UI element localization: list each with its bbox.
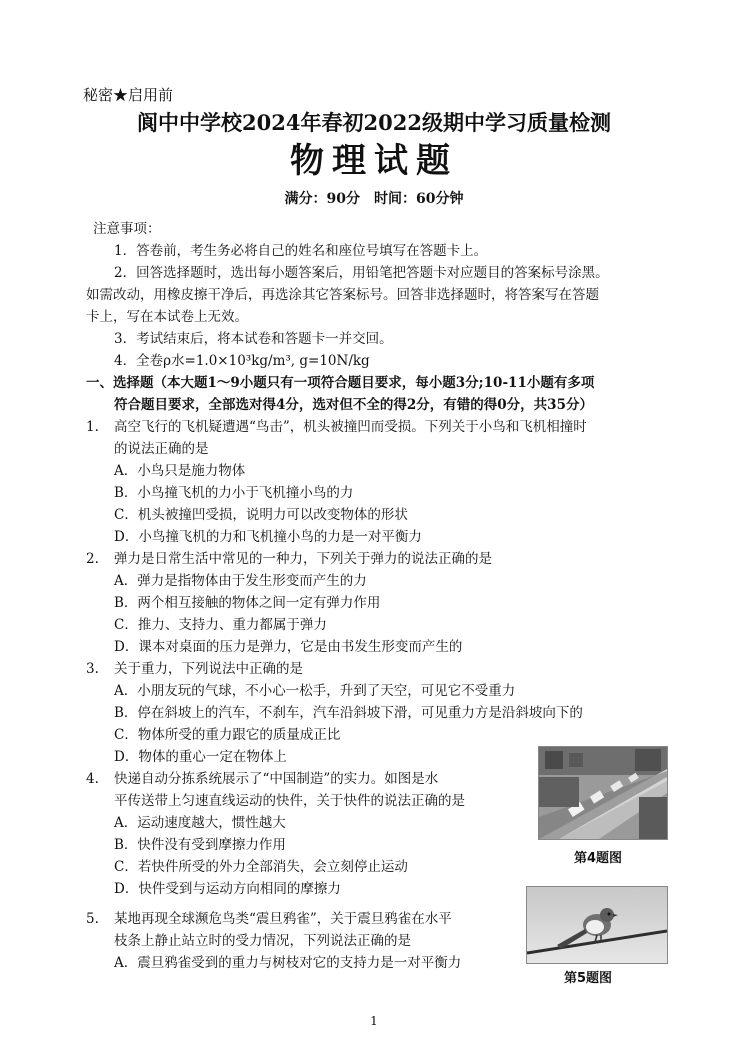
option-a: A．小朋友玩的气球，不小心一松手，升到了天空，可见它不受重力 <box>114 683 516 699</box>
figure-4-caption: 第4题图 <box>574 851 623 866</box>
section-heading-line: 一、选择题（本大题1～9小题只有一项符合题目要求，每小题3分;10-11小题有多项 <box>86 375 595 391</box>
notes-item: 2．回答选择题时，选出每小题答案后，用铅笔把答题卡对应题目的答案标号涂黑。 <box>114 265 609 281</box>
section-heading-line: 符合题目要求，全部选对得4分，选对但不全的得2分，有错的得0分，共35分） <box>114 397 593 413</box>
option-b: B．快件没有受到摩擦力作用 <box>114 837 286 853</box>
option-a: A．运动速度越大，惯性越大 <box>114 815 286 831</box>
option-c: C．推力、支持力、重力都属于弹力 <box>114 617 327 633</box>
notes-item: 卡上，写在本试卷上无效。 <box>86 309 248 325</box>
exam-title: 阆中中学校2024年春初2022级期中学习质量检测 <box>137 110 611 135</box>
option-b: B．小鸟撞飞机的力小于飞机撞小鸟的力 <box>114 485 354 501</box>
question-number: 4. <box>86 771 99 787</box>
question-number: 1. <box>86 419 99 435</box>
option-c: C．若快件所受的外力全部消失，会立刻停止运动 <box>114 859 408 875</box>
figure-5-caption: 第5题图 <box>564 971 613 986</box>
option-d: D．课本对桌面的压力是弹力，它是由书发生形变而产生的 <box>114 639 463 655</box>
option-d: D．快件受到与运动方向相同的摩擦力 <box>114 881 341 897</box>
subject-title: 物理试题 <box>290 141 458 181</box>
question-stem: 高空飞行的飞机疑遭遇“鸟击”，机头被撞凹而受损。下列关于小鸟和飞机相撞时 <box>114 419 587 435</box>
option-c: C．物体所受的重力跟它的质量成正比 <box>114 727 341 743</box>
question-stem: 弹力是日常生活中常见的一种力，下列关于弹力的说法正确的是 <box>114 551 492 567</box>
notes-item: 4．全卷ρ水=1.0×10³kg/m³, g=10N/kg <box>114 353 370 369</box>
conveyor-belt-photo <box>538 746 668 840</box>
secret-label: 秘密★启用前 <box>83 86 174 104</box>
option-a: A．小鸟只是施力物体 <box>114 463 246 479</box>
page-number: 1 <box>370 1014 378 1028</box>
question-number: 2. <box>86 551 99 567</box>
option-d: D．小鸟撞飞机的力和飞机撞小鸟的力是一对平衡力 <box>114 529 422 545</box>
notes-item: 3．考试结束后，将本试卷和答题卡一并交回。 <box>114 331 393 347</box>
exam-info: 满分：90分 时间：60分钟 <box>284 191 464 207</box>
notes-item: 1．答卷前，考生务必将自己的姓名和座位号填写在答题卡上。 <box>114 243 488 259</box>
question-number: 3. <box>86 661 99 677</box>
question-stem: 某地再现全球濒危鸟类“震旦鸦雀”，关于震旦鸦雀在水平 <box>114 911 452 927</box>
option-b: B．两个相互接触的物体之间一定有弹力作用 <box>114 595 381 611</box>
notes-heading: 注意事项： <box>93 221 161 237</box>
question-stem: 枝条上静止站立时的受力情况，下列说法正确的是 <box>114 933 411 949</box>
question-stem: 快递自动分拣系统展示了“中国制造”的实力。如图是水 <box>114 771 439 787</box>
question-stem: 的说法正确的是 <box>114 441 209 457</box>
notes-item: 如需改动，用橡皮擦干净后，再选涂其它答案标号。回答非选择题时，将答案写在答题 <box>86 287 599 303</box>
option-a: A．震旦鸦雀受到的重力与树枝对它的支持力是一对平衡力 <box>114 955 462 971</box>
question-number: 5. <box>86 911 99 927</box>
question-stem: 平传送带上匀速直线运动的快件，关于快件的说法正确的是 <box>114 793 465 809</box>
bird-photo <box>526 886 668 964</box>
option-a: A．弹力是指物体由于发生形变而产生的力 <box>114 573 367 589</box>
option-b: B．停在斜坡上的汽车，不刹车，汽车沿斜坡下滑，可见重力方是沿斜坡向下的 <box>114 705 583 721</box>
question-stem: 关于重力，下列说法中正确的是 <box>114 661 303 677</box>
option-d: D．物体的重心一定在物体上 <box>114 749 287 765</box>
option-c: C．机头被撞凹受损，说明力可以改变物体的形状 <box>114 507 408 523</box>
